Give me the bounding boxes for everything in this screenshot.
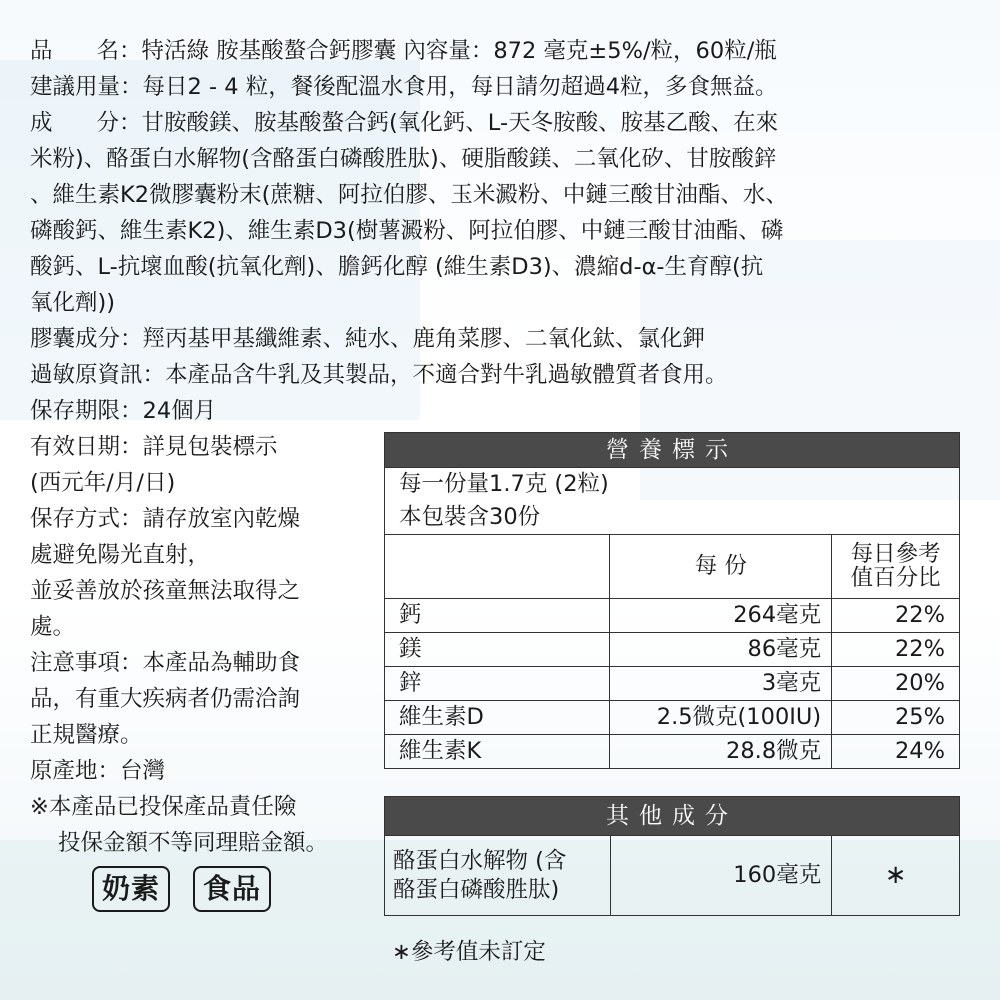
nutrient-percent: 25%	[832, 701, 960, 735]
ingredients-label-b: 分：	[96, 110, 142, 136]
nutrient-name: 維生素D	[385, 701, 610, 735]
nutrient-name: 維生素K	[385, 735, 610, 769]
expiry-line-2: (西元年/月/日)	[30, 470, 176, 496]
serving-size: 每一份量1.7克 (2粒)	[385, 468, 960, 502]
nutrition-table	[384, 432, 960, 769]
column-header-per-serving: 每 份	[610, 535, 832, 599]
product-name-value: 特活綠 胺基酸螯合鈣膠囊 內容量：872 毫克±5%/粒，60粒/瓶	[141, 38, 777, 64]
insurance-line-2: 投保金額不等同理賠金額。	[58, 830, 329, 856]
nutrient-name: 鋅	[385, 667, 610, 701]
column-header-daily-value	[832, 535, 960, 599]
nutrient-percent: 22%	[832, 599, 960, 633]
nutrient-amount: 2.5微克(100IU)	[610, 701, 832, 735]
other-ingredient-percent: ∗	[832, 836, 960, 916]
product-name-label-b: 名：	[96, 38, 142, 64]
ingredients-line-5: 酸鈣、L-抗壞血酸(抗氧化劑)、膽鈣化醇 (維生素D3)、濃縮d-α-生育醇(抗	[30, 254, 764, 280]
column-header-blank	[385, 535, 610, 599]
storage-line-2: 處避免陽光直射，	[30, 542, 211, 568]
storage-line-1: 保存方式：請存放室內乾燥	[30, 506, 301, 532]
footnote: ∗參考值未訂定	[392, 939, 546, 965]
allergen-line: 過敏原資訊：本產品含牛乳及其製品，不適合對牛乳過敏體質者食用。	[30, 362, 728, 388]
table-row	[385, 633, 960, 667]
notice-line-3: 正規醫療。	[30, 722, 143, 748]
dosage-line: 建議用量：每日2 - 4 粒，餐後配溫水食用，每日請勿超過4粒，多食無益。	[30, 74, 778, 100]
ingredients-text-1: 甘胺酸鎂、胺基酸螯合鈣(氧化鈣、L-天冬胺酸、胺基乙酸、在來	[141, 110, 779, 136]
nutrient-amount: 3毫克	[610, 667, 832, 701]
ingredients-line-2: 米粉)、酪蛋白水解物(含酪蛋白磷酸胜肽)、硬脂酸鎂、二氧化矽、甘胺酸鋅	[30, 146, 777, 172]
nutrient-percent: 22%	[832, 633, 960, 667]
nutrient-amount: 28.8微克	[610, 735, 832, 769]
table-row	[385, 735, 960, 769]
shelf-life-line: 保存期限：24個月	[30, 398, 217, 424]
daily-value-line-2: 值百分比	[850, 564, 941, 591]
other-ingredient-name-line-1: 酪蛋白水解物 (含	[393, 848, 567, 875]
nutrient-percent: 20%	[832, 667, 960, 701]
product-name-line	[30, 40, 777, 63]
storage-line-4: 處。	[30, 614, 76, 640]
other-ingredient-amount: 160毫克	[610, 836, 832, 916]
ingredients-line-1	[30, 112, 778, 135]
insurance-line-1: ※本產品已投保產品責任險	[30, 794, 297, 820]
table-row	[385, 667, 960, 701]
ingredients-label-a: 成	[30, 110, 53, 136]
nutrition-title: 營養標示	[385, 433, 960, 468]
notice-line-1: 注意事項：本產品為輔助食	[30, 650, 301, 676]
storage-line-3: 並妥善放於孩童無法取得之	[30, 578, 301, 604]
ingredients-line-6: 氧化劑))	[30, 290, 116, 316]
servings-per-pack: 本包裝含30份	[385, 501, 960, 535]
notice-line-2: 品，有重大疾病者仍需洽詢	[30, 686, 301, 712]
ingredients-line-4: 磷酸鈣、維生素K2)、維生素D3(樹薯澱粉、阿拉伯膠、中鏈三酸甘油酯、磷	[30, 218, 784, 244]
table-row	[385, 701, 960, 735]
table-row	[385, 599, 960, 633]
other-ingredient-name-line-2: 酪蛋白磷酸胜肽)	[393, 876, 560, 903]
other-ingredient-name	[385, 836, 611, 916]
nutrient-amount: 86毫克	[610, 633, 832, 667]
other-ingredients-title: 其他成分	[385, 797, 960, 836]
ingredients-line-3: 、維生素K2微膠囊粉末(蔗糖、阿拉伯膠、玉米澱粉、中鏈三酸甘油酯、水、	[30, 182, 788, 208]
capsule-line: 膠囊成分：羥丙基甲基纖維素、純水、鹿角菜膠、二氧化鈦、氯化鉀	[30, 326, 706, 352]
nutrient-amount: 264毫克	[610, 599, 832, 633]
origin-line: 原產地：台灣	[30, 758, 166, 784]
product-name-label-a: 品	[30, 38, 53, 64]
daily-value-line-1: 每日參考	[850, 540, 941, 567]
nutrient-percent: 24%	[832, 735, 960, 769]
badge-lacto-vegetarian: 奶素	[92, 866, 170, 912]
badge-food: 食品	[193, 866, 271, 912]
table-row	[385, 836, 960, 916]
nutrient-name: 鎂	[385, 633, 610, 667]
other-ingredients-table	[384, 796, 960, 916]
expiry-line-1: 有效日期：詳見包裝標示	[30, 434, 278, 460]
nutrient-name: 鈣	[385, 599, 610, 633]
